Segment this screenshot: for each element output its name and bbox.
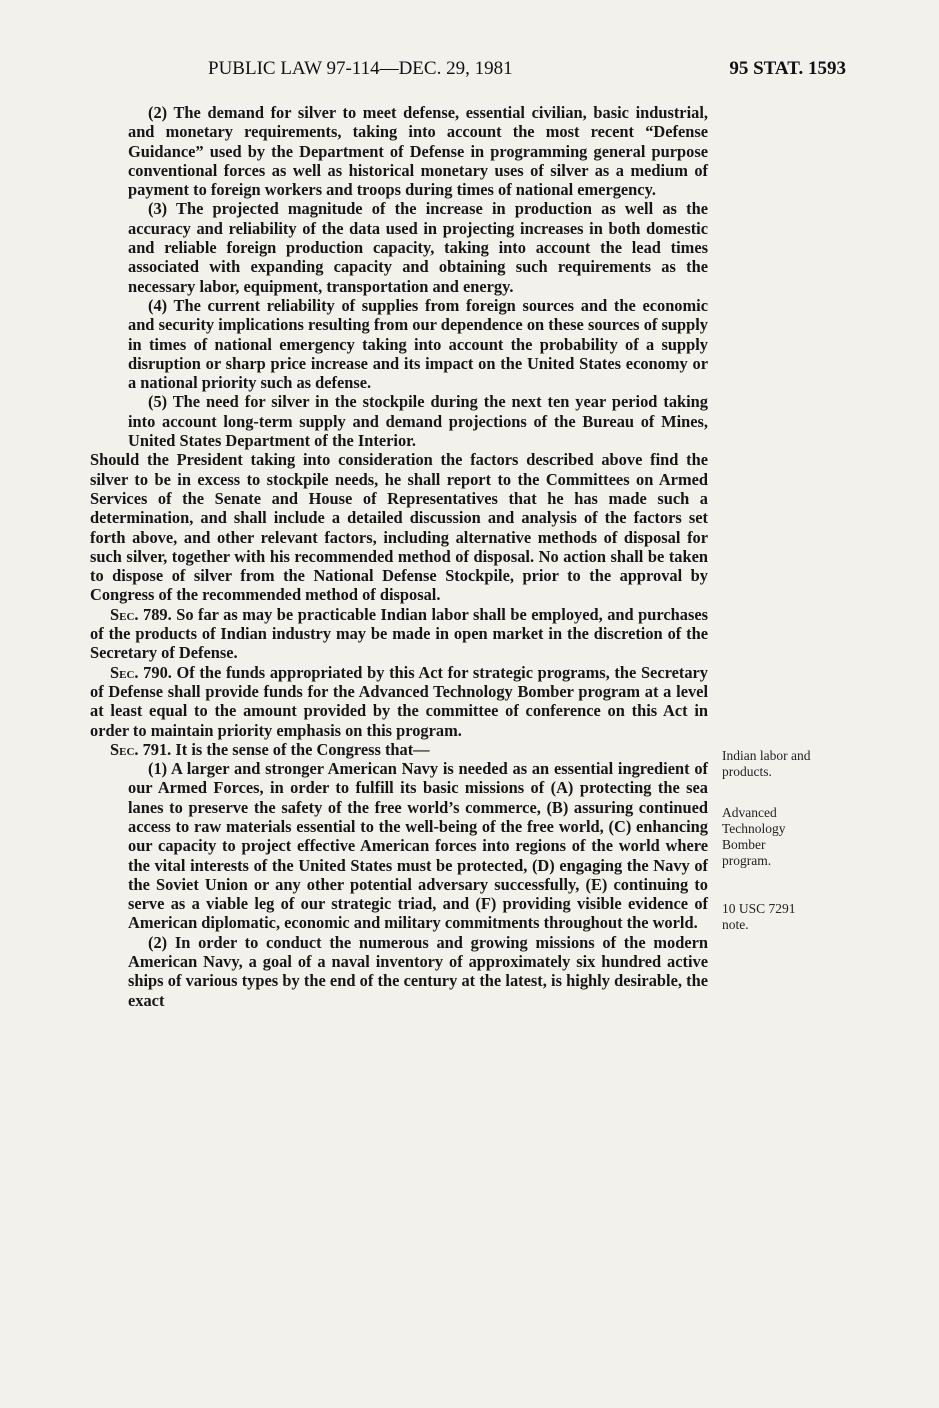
section-label: Sec. — [110, 662, 139, 682]
stat-page-number: 95 STAT. 1593 — [729, 58, 846, 79]
factor-3: (3) The projected magnitude of the increase in production as well as the accuracy and reliability of the data used in projecting increases in both domestic and reliable foreign production capacity, taking into account the lead times associated with expanding capacity and obtaining such requirements as the necessary labor, equipment, transportation and energy. — [128, 199, 708, 296]
bleed-through-mark — [770, 205, 774, 221]
page-header — [90, 58, 850, 84]
section-791-list — [90, 759, 708, 1010]
section-791 — [90, 740, 708, 759]
body-text — [90, 103, 708, 1010]
section-790-text: 790. Of the funds appropriated by this Act for strategic programs, the Secretary of Defense shall provide funds for the Advanced Technology Bomber program at a level at least equal to the amount provided by the committee of conference on this Act in order to maintain priority emphasis on this program. — [90, 662, 708, 740]
should-paragraph: Should the President taking into consideration the factors described above find the silver to be in excess to stockpile needs, he shall report to the Committees on Armed Services of the Senate and House of Representatives that he has made such a determination, and shall include a detailed discussion and analysis of the factors set forth above, and other relevant factors, including alternative methods of disposal for such silver, together with his recommended method of disposal. No action shall be taken to dispose of silver from the National Defense Stockpile, prior to the approval by Congress of the recommended method of disposal. — [90, 450, 708, 605]
factor-4: (4) The current reliability of supplies from foreign sources and the economic and security implications resulting from our dependence on these sources of supply in times of national emergency taking into account the probability of a supply disruption or sharp price increase and its impact on the United States economy or a national priority such as defense. — [128, 295, 708, 393]
margin-note-usc: 10 USC 7291 note. — [722, 901, 796, 932]
section-label: Sec. — [110, 604, 139, 624]
section-790 — [90, 663, 708, 740]
margin-note-bomber: Advanced Technology Bomber program. — [722, 805, 786, 868]
margin-note-indian-labor: Indian labor and products. — [722, 748, 811, 779]
section-791-text: 791. It is the sense of the Congress that— — [138, 739, 430, 759]
section-label: Sec. — [110, 739, 139, 759]
factor-list — [90, 103, 708, 450]
section-789-text: 789. So far as may be practicable Indian labor shall be employed, and purchases of the products of Indian industry may be made in open market in the discretion of the Secretary of Defense. — [90, 604, 708, 663]
section-791-item-1: (1) A larger and stronger American Navy is needed as an essential ingredient of our Armed Forces, in order to fulfill its basic missions of (A) protecting the sea lanes to preserve the safety of the free world’s commerce, (B) assuring continued access to raw materials essential to the well-being of the free world, (C) enhancing our capacity to project effective American forces into regions of the world where the vital interests of the United States must be protected, (D) engaging the Navy of the Soviet Union or any other potential adversary successfully, (E) continuing to serve as a viable leg of our strategic triad, and (F) providing visible evidence of American diplomatic, economic and military commitments throughout the world. — [128, 759, 708, 933]
section-791-item-2: (2) In order to conduct the numerous and growing missions of the modern American Navy, a goal of a naval inventory of approximately six hundred active ships of various types by the end of the century at the latest, is highly desirable, the exact — [128, 932, 708, 1010]
running-title: PUBLIC LAW 97-114—DEC. 29, 1981 — [208, 58, 513, 79]
factor-5: (5) The need for silver in the stockpile during the next ten year period taking into account long-term supply and demand projections of the Bureau of Mines, United States Department of the Interior. — [128, 392, 708, 451]
factor-2: (2) The demand for silver to meet defense, essential civilian, basic industrial, and monetary requirements, taking into account the most recent “Defense Guidance” used by the Department of Defense in programming general purpose conventional forces as well as historical monetary uses of silver as a medium of payment to foreign workers and troops during times of national emergency. — [128, 103, 708, 200]
section-789 — [90, 605, 708, 663]
